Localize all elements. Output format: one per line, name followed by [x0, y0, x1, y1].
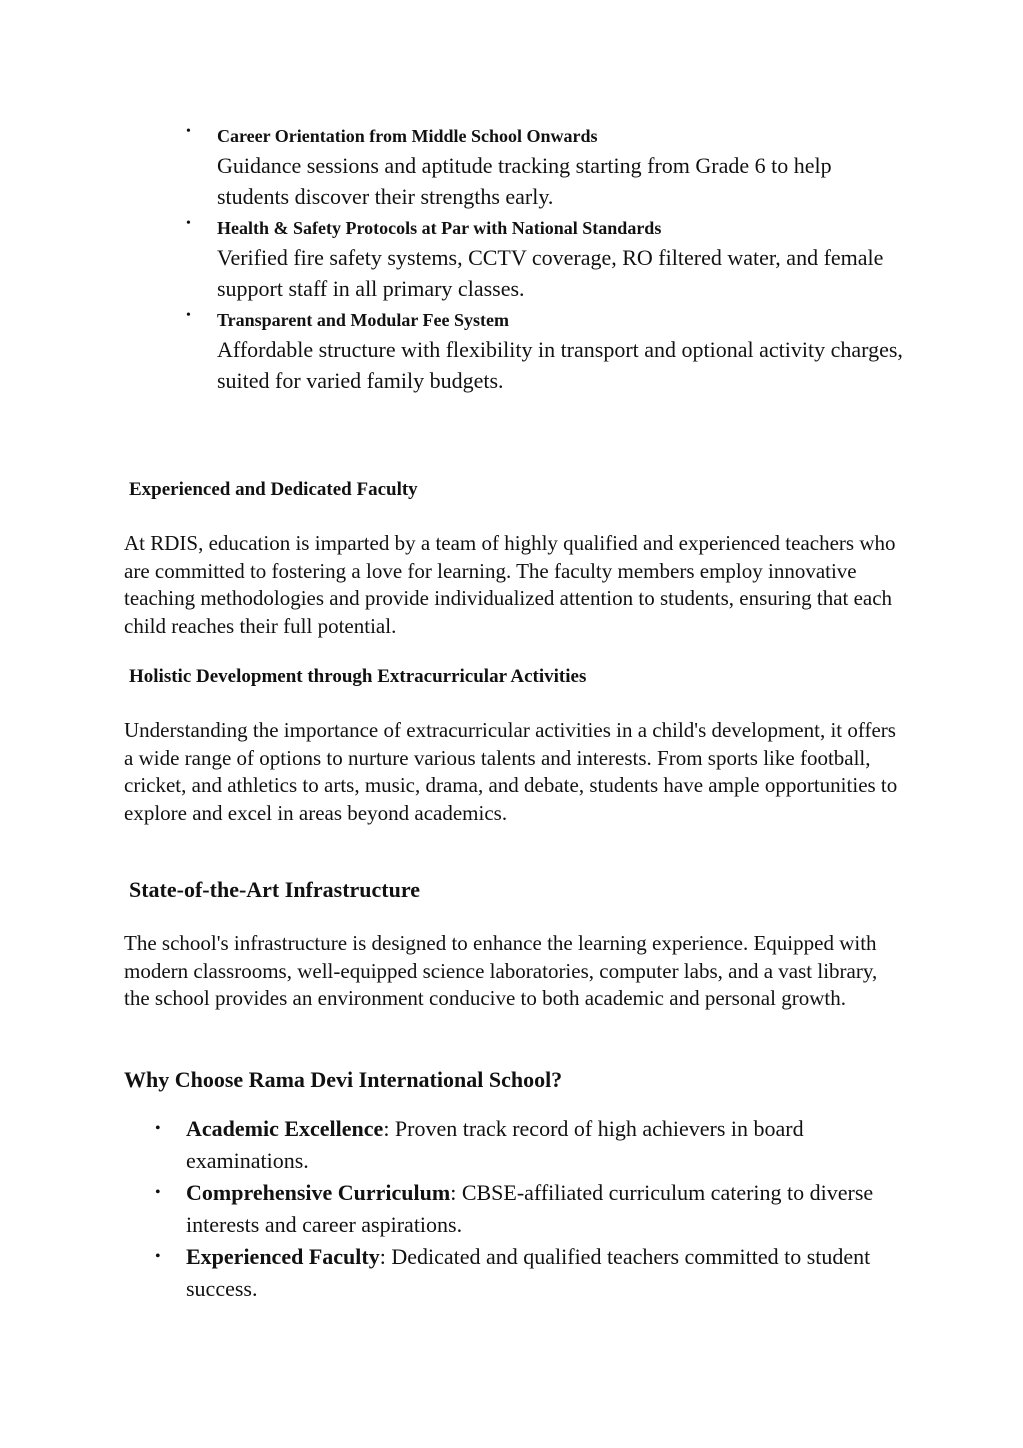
- list-item-heading: Transparent and Modular Fee System: [217, 310, 510, 330]
- features-list: [0, 120, 1023, 396]
- section-heading: Experienced and Dedicated Faculty: [129, 479, 418, 500]
- list-item-term: Comprehensive Curriculum: [186, 1180, 451, 1205]
- list-item: [0, 212, 1023, 304]
- bullet-icon: •: [186, 308, 191, 323]
- list-item: [0, 1177, 1023, 1241]
- bullet-icon: •: [155, 1120, 161, 1137]
- list-item-heading: Health & Safety Protocols at Par with National Standards: [217, 218, 662, 238]
- list-item: [0, 304, 1023, 396]
- list-item-text: : CBSE-affiliated curriculum catering to diverse interests and career aspirations.: [186, 1180, 874, 1237]
- list-item-text: : Proven track record of high achievers in board examinations.: [186, 1116, 804, 1173]
- list-item-description: Guidance sessions and aptitude tracking starting from Grade 6 to help students discover their strengths early.: [217, 153, 832, 209]
- bullet-icon: •: [155, 1184, 161, 1201]
- bullet-icon: •: [155, 1248, 161, 1265]
- section-paragraph: At RDIS, education is imparted by a team of highly qualified and experienced teachers who are committed to fostering a love for learning. The faculty members employ innovative teaching methodologies and provide individualized attention to students, ensuring that each child reaches their full potential.: [124, 531, 896, 638]
- list-item-term: Experienced Faculty: [186, 1244, 380, 1269]
- infrastructure-section: [124, 878, 904, 1013]
- faculty-section: [124, 478, 904, 640]
- bullet-icon: •: [186, 216, 191, 231]
- bullet-icon: •: [186, 124, 191, 139]
- why-choose-list: [0, 1113, 1023, 1305]
- list-item-description: Verified fire safety systems, CCTV coverage, RO filtered water, and female support staff in all primary classes.: [217, 245, 884, 301]
- why-choose-section: [124, 1066, 904, 1094]
- list-item-description: Affordable structure with flexibility in transport and optional activity charges, suited for varied family budgets.: [217, 337, 903, 393]
- section-heading: Why Choose Rama Devi International School?: [124, 1067, 563, 1092]
- section-paragraph: Understanding the importance of extracurricular activities in a child's development, it offers a wide range of options to nurture various talents and interests. From sports like football, cricket, and athletics to arts, music, drama, and debate, students have ample opportunities to explore and excel in areas beyond academics.: [124, 718, 898, 825]
- section-heading: State-of-the-Art Infrastructure: [129, 877, 420, 902]
- extracurricular-section: [124, 665, 904, 827]
- section-paragraph: The school's infrastructure is designed to enhance the learning experience. Equipped with modern classrooms, well-equipped science laboratories, computer labs, and a vast library, the school provides an environment conducive to both academic and personal growth.: [124, 931, 878, 1010]
- list-item: [0, 1241, 1023, 1305]
- list-item-text: : Dedicated and qualified teachers committed to student success.: [186, 1244, 871, 1301]
- list-item: [0, 120, 1023, 212]
- section-heading: Holistic Development through Extracurricular Activities: [129, 666, 587, 687]
- list-item-term: Academic Excellence: [186, 1116, 384, 1141]
- list-item-heading: Career Orientation from Middle School Onwards: [217, 126, 598, 146]
- list-item: [0, 1113, 1023, 1177]
